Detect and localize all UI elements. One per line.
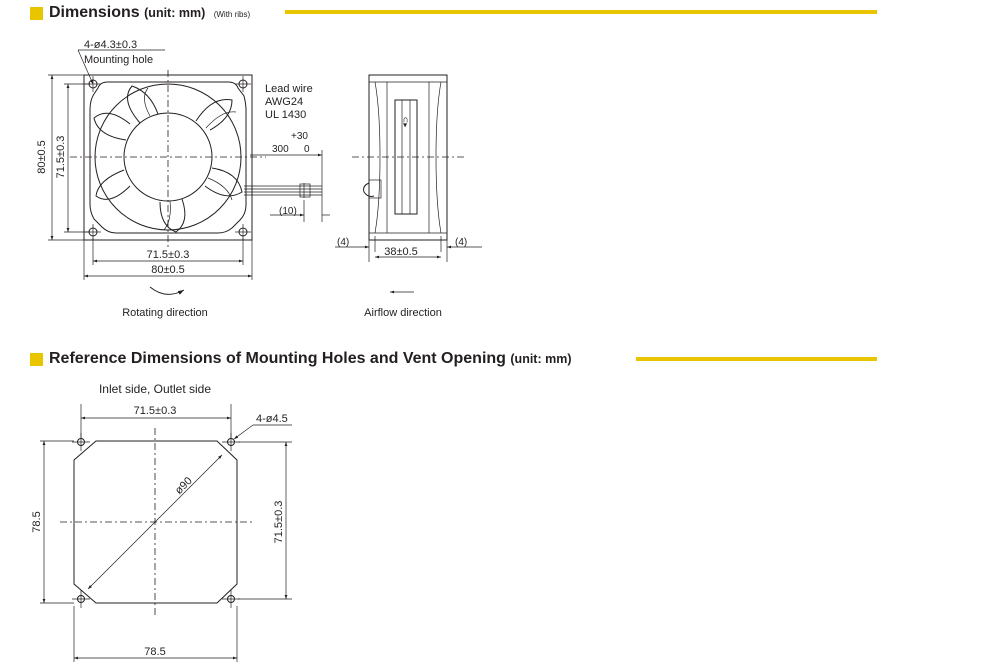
lead-wire-tol-low: 0 bbox=[304, 144, 310, 155]
dim-depth-text: 38±0.5 bbox=[384, 246, 418, 258]
ref-hole-spec: 4-ø4.5 bbox=[256, 413, 288, 425]
lead-wire-line2: AWG24 bbox=[265, 96, 304, 108]
section-unit: (unit: mm) bbox=[510, 352, 572, 366]
dim-width-outer-text: 80±0.5 bbox=[151, 264, 185, 276]
dim-height-ref-text: 78.5 bbox=[31, 511, 43, 533]
fan-side-view bbox=[352, 75, 464, 240]
section-unit: (unit: mm) bbox=[144, 6, 206, 20]
side-rib-right: (4) bbox=[455, 237, 468, 248]
dim-width-pitch-text: 71.5±0.3 bbox=[146, 249, 190, 261]
side-rib-left: (4) bbox=[337, 237, 350, 248]
vent-opening-view bbox=[60, 428, 252, 618]
hole-label-text: Mounting hole bbox=[84, 54, 154, 66]
airflow-label: Airflow direction bbox=[364, 307, 442, 319]
mounting-holes-ref bbox=[72, 433, 240, 608]
dim-width-ref-text: 78.5 bbox=[144, 646, 166, 658]
section-title-text: Dimensions bbox=[49, 4, 140, 21]
hole-spec-text: 4-ø4.3±0.3 bbox=[84, 39, 138, 51]
dim-diameter-text: ø90 bbox=[172, 474, 195, 497]
lead-wire-line1: Lead wire bbox=[265, 83, 313, 95]
lead-wire-length: 300 bbox=[272, 144, 289, 155]
lead-strip-length: (10) bbox=[279, 206, 297, 217]
dim-height-pitch-text: 71.5±0.3 bbox=[55, 135, 67, 179]
dim-pitch-top-text: 71.5±0.3 bbox=[133, 405, 177, 417]
mounting-caption: Inlet side, Outlet side bbox=[98, 382, 212, 396]
section-title-text: Reference Dimensions of Mounting Holes and Vent Opening bbox=[49, 350, 506, 367]
lead-wire-tol: +30 bbox=[291, 131, 308, 142]
side-label-mark: ⊂▸ bbox=[401, 116, 410, 128]
rotation-arrow bbox=[150, 287, 184, 294]
dim-pitch-right-text: 71.5±0.3 bbox=[273, 500, 285, 544]
rotation-label: Rotating direction bbox=[122, 307, 208, 319]
dim-height-outer-text: 80±0.5 bbox=[36, 140, 48, 174]
lead-wire-line3: UL 1430 bbox=[265, 109, 307, 121]
section-note: (With ribs) bbox=[213, 10, 251, 19]
